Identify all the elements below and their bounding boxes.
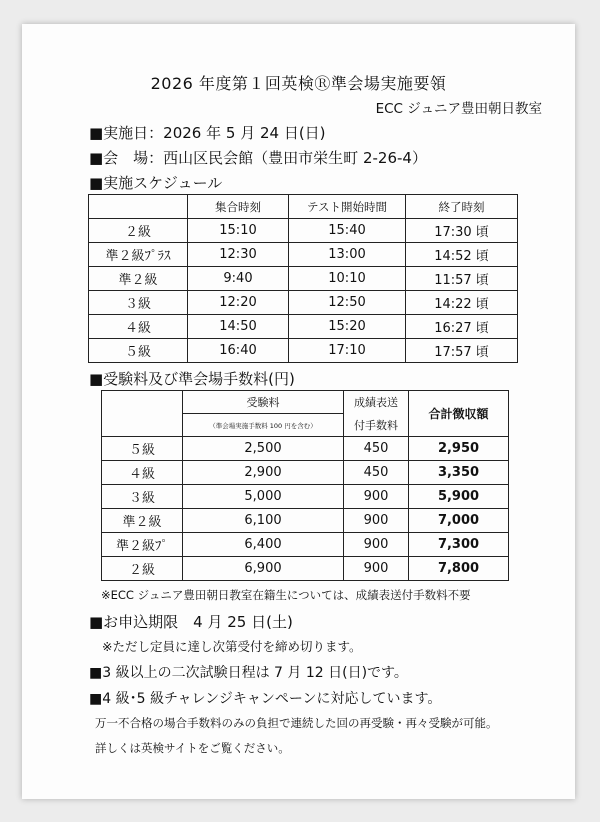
end-cell: 11:57 頃 (406, 267, 518, 291)
gather-cell: 12:30 (188, 243, 289, 267)
start-cell: 12:50 (289, 291, 406, 315)
grade-cell: ２級 (102, 557, 183, 581)
report-cell: 900 (344, 485, 409, 509)
table-row (89, 219, 518, 243)
report-cell: 450 (344, 437, 409, 461)
report-cell: 900 (344, 509, 409, 533)
grade-cell: ３級 (89, 291, 188, 315)
grade-cell: ２級 (89, 219, 188, 243)
gather-cell: 14:50 (188, 315, 289, 339)
fee-cell: 5,000 (183, 485, 344, 509)
document-page (22, 24, 575, 799)
organization-name: ECC ジュニア豊田朝日教室 (375, 101, 542, 117)
start-cell: 17:10 (289, 339, 406, 363)
table-row (89, 291, 518, 315)
date-line: ■実施日：2026 年 5 月 24 日(日) (89, 124, 326, 142)
fee-cell: 2,500 (183, 437, 344, 461)
end-cell: 16:27 頃 (406, 315, 518, 339)
schedule-header-grade (89, 195, 188, 219)
total-cell: 7,000 (409, 509, 509, 533)
end-cell: 17:30 頃 (406, 219, 518, 243)
schedule-table (88, 194, 518, 363)
page-title: 2026 年度第１回英検Ⓡ準会場実施要領 (150, 74, 447, 93)
end-cell: 14:22 頃 (406, 291, 518, 315)
grade-cell: ４級 (89, 315, 188, 339)
grade-cell: ４級 (102, 461, 183, 485)
schedule-header-start: テスト開始時間 (289, 195, 406, 219)
total-cell: 2,950 (409, 437, 509, 461)
details-note: 詳しくは英検サイトをご覧ください。 (95, 741, 290, 755)
fees-header-report-2: 付手数料 (344, 414, 409, 437)
schedule-header-row (89, 195, 518, 219)
retake-note: 万一不合格の場合手数料のみの負担で連続した回の再受験・再々受験が可能。 (95, 716, 498, 730)
start-cell: 15:20 (289, 315, 406, 339)
fees-header-report-1: 成績表送 (344, 391, 409, 414)
report-cell: 900 (344, 557, 409, 581)
total-cell: 7,300 (409, 533, 509, 557)
second-exam-line: ■3 級以上の二次試験日程は 7 月 12 日(日)です。 (89, 665, 408, 681)
grade-cell: ３級 (102, 485, 183, 509)
schedule-header-gather: 集合時刻 (188, 195, 289, 219)
fees-header-grade (102, 391, 183, 437)
table-row (102, 461, 509, 485)
start-cell: 10:10 (289, 267, 406, 291)
gather-cell: 15:10 (188, 219, 289, 243)
gather-cell: 9:40 (188, 267, 289, 291)
table-row (102, 485, 509, 509)
fees-header-exam-fee-sub: （準会場実施手数料 100 円を含む） (183, 414, 344, 437)
start-cell: 13:00 (289, 243, 406, 267)
total-cell: 3,350 (409, 461, 509, 485)
fee-cell: 6,100 (183, 509, 344, 533)
end-cell: 17:57 頃 (406, 339, 518, 363)
fee-cell: 2,900 (183, 461, 344, 485)
table-row (102, 509, 509, 533)
deadline-note: ※ただし定員に達し次第受付を締め切ります。 (102, 639, 362, 654)
fees-header-row (102, 391, 509, 414)
table-row (89, 267, 518, 291)
fees-header-total: 合計徴収額 (409, 391, 509, 437)
gather-cell: 16:40 (188, 339, 289, 363)
fee-cell: 6,900 (183, 557, 344, 581)
table-row (89, 339, 518, 363)
grade-cell: ５級 (89, 339, 188, 363)
deadline-line: ■お申込期限 4 月 25 日(土) (89, 613, 293, 631)
fees-header-exam-fee: 受験料 (183, 391, 344, 414)
total-cell: 7,800 (409, 557, 509, 581)
table-row (102, 437, 509, 461)
table-row (89, 243, 518, 267)
start-cell: 15:40 (289, 219, 406, 243)
table-row (102, 557, 509, 581)
grade-cell: ５級 (102, 437, 183, 461)
fees-heading: ■受験料及び準会場手数料(円) (89, 370, 295, 388)
report-cell: 900 (344, 533, 409, 557)
venue-line: ■会 場：西山区民会館（豊田市栄生町 2-26-4） (89, 149, 427, 167)
fees-table (101, 390, 509, 581)
schedule-heading: ■実施スケジュール (89, 174, 223, 192)
schedule-header-end: 終了時刻 (406, 195, 518, 219)
grade-cell: 準２級 (89, 267, 188, 291)
fees-note: ※ECC ジュニア豊田朝日教室在籍生については、成績表送付手数料不要 (101, 588, 471, 602)
gather-cell: 12:20 (188, 291, 289, 315)
report-cell: 450 (344, 461, 409, 485)
table-row (102, 533, 509, 557)
fee-cell: 6,400 (183, 533, 344, 557)
total-cell: 5,900 (409, 485, 509, 509)
grade-cell: 準２級ﾌﾟ (102, 533, 183, 557)
end-cell: 14:52 頃 (406, 243, 518, 267)
table-row (89, 315, 518, 339)
challenge-line: ■4 級･5 級チャレンジキャンペーンに対応しています。 (89, 691, 442, 707)
grade-cell: 準２級ﾌﾟﾗｽ (89, 243, 188, 267)
grade-cell: 準２級 (102, 509, 183, 533)
